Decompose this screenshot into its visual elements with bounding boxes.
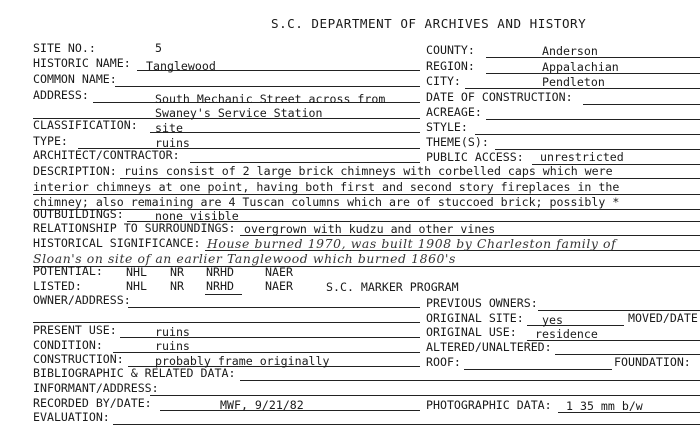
county-label: COUNTY: [426, 43, 475, 57]
themes-label: THEME(S): [426, 135, 489, 149]
potential-naer[interactable]: NAER [265, 265, 293, 279]
public-access-value: unrestricted [540, 150, 624, 164]
address-label: ADDRESS: [33, 88, 89, 102]
informant-line [150, 395, 700, 396]
informant-label: INFORMANT/ADDRESS: [33, 381, 159, 395]
description-label: DESCRIPTION: [33, 164, 117, 178]
listed-nrhd-underline [205, 294, 242, 295]
surroundings-label: RELATIONSHIP TO SURROUNDINGS: [33, 221, 236, 235]
address-value-line1: South Mechanic Street across from [155, 92, 386, 106]
common-name-label: COMMON NAME: [33, 72, 117, 86]
page-title: S.C. DEPARTMENT OF ARCHIVES AND HISTORY [271, 16, 587, 31]
type-label: TYPE: [33, 134, 68, 148]
acreage-label: ACREAGE: [426, 105, 482, 119]
construction-value: probably frame originally [155, 354, 330, 368]
historic-name-label: HISTORIC NAME: [33, 56, 131, 70]
region-label: REGION: [426, 59, 475, 73]
evaluation-label: EVALUATION: [33, 410, 110, 424]
site-no-label: SITE NO.: [33, 41, 96, 55]
photographic-value: 1 35 mm b/w [566, 399, 643, 413]
listed-label: LISTED: [33, 279, 82, 293]
listed-nr[interactable]: NR [170, 279, 184, 293]
date-construction-label: DATE OF CONSTRUCTION: [426, 90, 573, 104]
classification-label: CLASSIFICATION: [33, 118, 138, 132]
description-line-1 [120, 178, 700, 179]
foundation-label: FOUNDATION: [614, 355, 691, 369]
construction-label: CONSTRUCTION: [33, 352, 124, 366]
region-value: Appalachian [542, 60, 619, 74]
description-line-3 [33, 209, 700, 210]
bibliography-label: BIBLIOGRAPHIC & RELATED DATA: [33, 366, 236, 380]
description-text-1: ruins consist of 2 large brick chimneys with corbelled caps which were [124, 164, 613, 178]
outbuildings-value: none visible [155, 209, 239, 223]
significance-label: HISTORICAL SIGNIFICANCE: [33, 236, 201, 250]
common-name-line [115, 86, 420, 87]
date-construction-line [583, 104, 700, 105]
roof-line [464, 369, 612, 370]
original-site-label: ORIGINAL SITE: [426, 311, 524, 325]
altered-label: ALTERED/UNALTERED: [426, 340, 552, 354]
style-label: STYLE: [426, 120, 468, 134]
bibliography-line [240, 380, 700, 381]
site-no-value: 5 [155, 41, 162, 55]
acreage-line [486, 119, 700, 120]
description-text-3: chimney; also remaining are 4 Tuscan columns which are of stuccoed brick; possibly * [33, 195, 620, 209]
marker-program: S.C. MARKER PROGRAM [326, 280, 459, 294]
description-text-2: interior chimneys at one point, having both first and second story fireplaces in the [33, 180, 620, 194]
architect-label: ARCHITECT/CONTRACTOR: [33, 148, 180, 162]
classification-line [150, 132, 420, 133]
county-value: Anderson [542, 44, 598, 58]
type-value: ruins [155, 136, 190, 150]
address-value-line2: Swaney's Service Station [155, 106, 323, 120]
potential-nr[interactable]: NR [170, 265, 184, 279]
recorded-value: MWF, 9/21/82 [220, 398, 304, 412]
evaluation-line [113, 424, 700, 425]
condition-value: ruins [155, 339, 190, 353]
classification-value: site [155, 121, 183, 135]
outbuildings-label: OUTBUILDINGS: [33, 207, 124, 221]
style-line [475, 134, 700, 135]
potential-label: POTENTIAL: [33, 264, 103, 278]
architect-line [190, 162, 420, 163]
significance-handwritten-2: Sloan's on site of an earlier Tanglewood which burned 1860's [33, 251, 457, 266]
potential-nrhd[interactable]: NRHD [206, 265, 234, 279]
surroundings-value: overgrown with kudzu and other vines [244, 222, 496, 236]
moved-date-label: MOVED/DATE [628, 311, 698, 325]
recorded-label: RECORDED BY/DATE: [33, 396, 152, 410]
listed-naer[interactable]: NAER [265, 279, 293, 293]
condition-label: CONDITION: [33, 338, 103, 352]
owner-line-1 [128, 307, 420, 308]
original-use-value: residence [535, 327, 598, 341]
listed-nhl[interactable]: NHL [126, 279, 147, 293]
original-use-label: ORIGINAL USE: [426, 325, 517, 339]
owner-label: OWNER/ADDRESS: [33, 293, 131, 307]
city-value: Pendleton [542, 75, 605, 89]
historic-name-value: Tanglewood [146, 59, 216, 73]
listed-nrhd[interactable]: NRHD [206, 279, 234, 293]
potential-nhl[interactable]: NHL [126, 265, 147, 279]
photographic-label: PHOTOGRAPHIC DATA: [426, 398, 552, 412]
previous-owners-label: PREVIOUS OWNERS: [426, 296, 538, 310]
present-use-label: PRESENT USE: [33, 323, 117, 337]
present-use-value: ruins [155, 325, 190, 339]
original-site-value: yes [542, 313, 563, 327]
roof-label: ROOF: [426, 355, 461, 369]
significance-handwritten-1: House burned 1970, was built 1908 by Charleston family of [207, 236, 617, 251]
city-label: CITY: [426, 74, 461, 88]
public-access-label: PUBLIC ACCESS: [426, 150, 524, 164]
